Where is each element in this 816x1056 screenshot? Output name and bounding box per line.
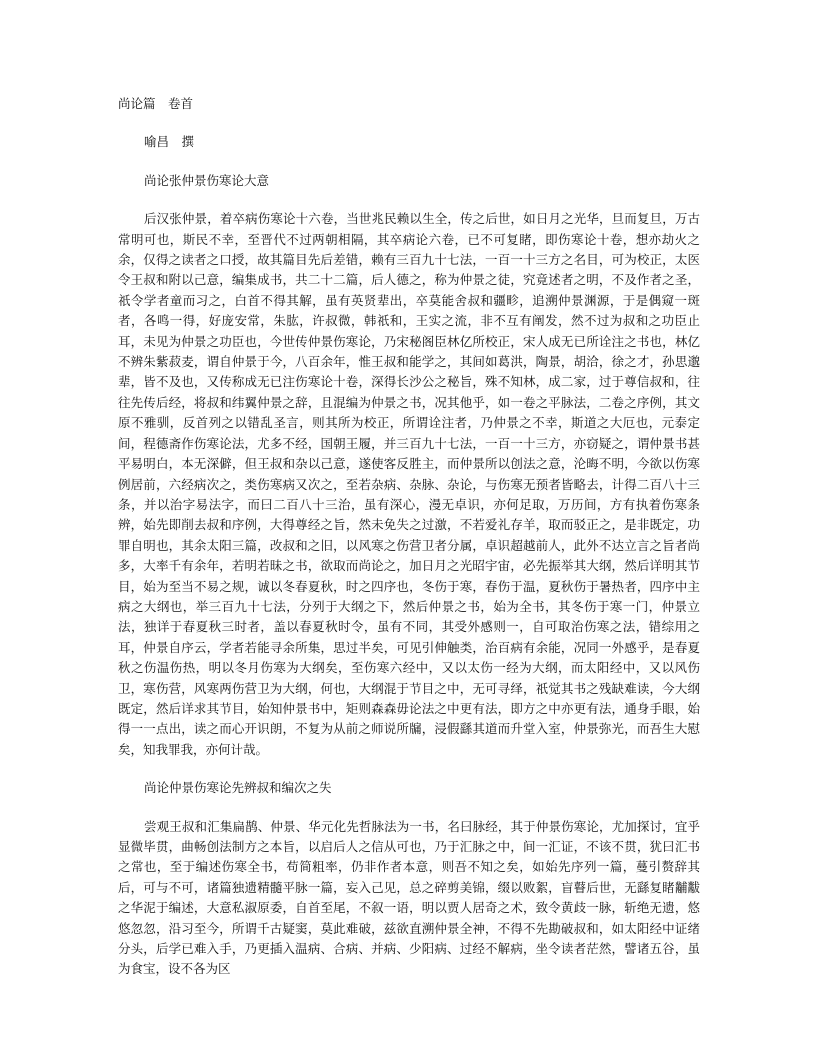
section-heading-2: 尚论仲景伤寒论先辨叔和编次之失	[144, 780, 332, 796]
author-line: 喻昌 撰	[144, 134, 195, 150]
book-title: 尚论篇 卷首	[118, 96, 194, 111]
section-paragraph-2: 尝观王叔和汇集扁鹊、仲景、华元化先哲脉法为一书，名曰脉经，其于仲景伤寒论，尤加探讨，宜乎显微毕贯，曲畅创法制方之本旨，以启后人之信从可也，乃于汇脉之中，间一汇证，不该不贯，犹曰汇书之常也，至于编述伤寒全书，苟简粗率，仍非作者本意，则吾不知之矣，如始先序列一篇，蔓引赘辞其后，可与不可，诸篇独遗精髓平脉一篇，妄入己见，总之碎剪美锦，缀以败絮，盲瞽后世，无繇复睹黼黻之华泥于编述，大意私淑原委，自首至尾，不叙一语，明以贾人居奇之术，致令黄歧一脉，斩绝无遗，悠悠忽忽，沿习至今，所谓千古疑窦，莫此难破，兹欲直溯仲景全神，不得不先勘破叔和，如太阳经中证绪分头，后学已难入手，乃更插入温病、合病、并病、少阳病、过经不解病，坐令读者茫然，譬诸五谷，虽为食宝，设不各为区	[118, 818, 700, 977]
section-heading-1: 尚论张仲景伤寒论大意	[144, 172, 270, 188]
section-paragraph-1: 后汉张仲景，着卒病伤寒论十六卷，当世兆民赖以生全，传之后世，如日月之光华，旦而复旦，万古常明可也，斯民不幸，至晋代不过两朝相隔，其卒病论六卷，已不可复睹，即伤寒论十卷，想亦劫火之余，仅得之读者之口授，故其篇目先后差错，赖有三百九十七法，一百一十三方之名目，可为校正，太医令王叔和附以己意，编集成书，共二十二篇，后人德之，称为仲景之徒，究竟述者之明，不及作者之圣，祇令学者童而习之，白首不得其解，虽有英贤辈出，卒莫能舍叔和疆畛，追溯仲景渊源，于是偶窥一斑者，各鸣一得，好庞安常，朱肱，许叔微，韩祇和，王实之流，非不互有阐发，然不过为叔和之功臣止耳，未见为仲景之功臣也，今世传仲景伤寒论，乃宋秘阁臣林亿所校正，宋人成无已所诠注之书也，林亿不辨朱紫菽麦，谓自仲景于今，八百余年，惟王叔和能学之，其间如葛洪，陶景，胡洽，徐之才，孙思邈辈，皆不及也，又传称成无已注伤寒论十卷，深得长沙公之秘旨，殊不知林，成二家，过于尊信叔和，往往先传后经，将叔和纬翼仲景之辞，且混编为仲景之书，况其他乎，如一卷之平脉法，二卷之序例，其文原不雅驯，反首列之以错乱圣言，则其所为校正，所谓诠注者，乃仲景之不幸，斯道之大厄也，元泰定间，程德斋作伤寒论法，尤多不经，国朝王履，并三百九十七法，一百一十三方，亦窃疑之，谓仲景书甚平易明白，本无深僻，但王叔和杂以己意，遂使客反胜主，而仲景所以创法之意，沦晦不明，今欲以伤寒例居前，六经病次之，类伤寒病又次之，至若杂病、杂脉、杂论，与伤寒无预者皆略去，计得二百八十三条，并以治字易法字，而曰二百八十三治，虽有深心，漫无卓识，亦何足取，万历间，方有执着伤寒条辨，始先即削去叔和序例，大得尊经之旨，然未免失之过激，不若爱礼存羊，取而驳正之，是非既定，功罪自明也，其余太阳三篇，改叔和之旧，以风寒之伤营卫者分属，卓识超越前人，此外不达立言之旨者尚多，大率千有余年，若明若昧之书，欲取而尚论之，加日月之光昭宇宙，必先振举其大纲，然后详明其节目，始为至当不易之规，诚以冬春夏秋，时之四序也，冬伤于寒，春伤于温，夏秋伤于暑热者，四序中主病之大纲也，举三百九十七法，分列于大纲之下，然后仲景之书，始为全书，其冬伤于寒一门，仲景立法，独详于春夏秋三时者，盖以春夏秋时令，虽有不同，其受外感则一，自可取治伤寒之法，错综用之耳，仲景自序云，学者若能寻余所集，思过半矣，可见引伸触类，治百病有余能，况同一外感乎，是春夏秋之伤温伤热，明以冬月伤寒为大纲矣，至伤寒六经中，又以太伤一经为大纲，而太阳经中，又以风伤卫，寒伤营，风寒两伤营卫为大纲，何也，大纲混于节目之中，无可寻绎，祇觉其书之残缺难读，今大纲既定，然后详求其节目，始知仲景书中，矩则森森毋论法之中更有法，即方之中亦更有法，通身手眼，始得一一点出，读之而心开识朗，不复为从前之师说所牖，浸假繇其道而升堂入室，仲景弥光，而吾生大慰矣，知我罪我，亦何计哉。	[118, 211, 700, 757]
document-page	[118, 94, 700, 998]
